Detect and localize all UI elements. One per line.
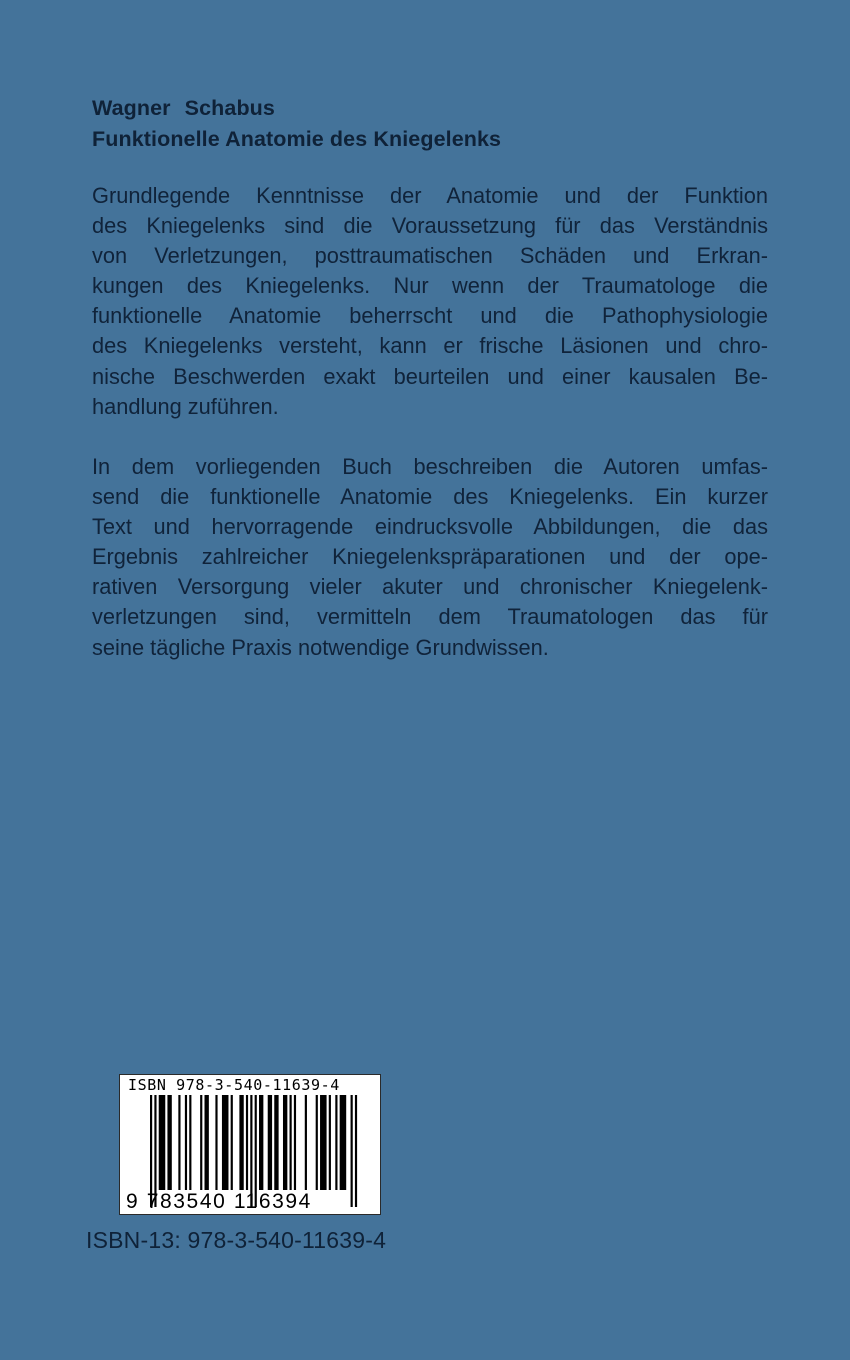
barcode-bar <box>329 1095 331 1190</box>
barcode-bar <box>159 1095 166 1190</box>
barcode-bar <box>178 1095 180 1190</box>
barcode-bar <box>320 1095 327 1190</box>
barcode-bar <box>290 1095 292 1190</box>
barcode-guard-bar <box>355 1095 357 1207</box>
description-paragraph-1 <box>92 181 768 422</box>
text-line: rativen Versorgung vieler akuter und chronischer Kniegelenk- <box>92 574 768 600</box>
barcode-bar <box>231 1095 233 1190</box>
barcode-bar <box>246 1095 248 1190</box>
barcode-bar <box>335 1095 337 1190</box>
author-wagner: Wagner <box>92 96 171 120</box>
barcode-digits: 9 783540 116394 <box>126 1190 312 1213</box>
barcode-bar <box>205 1095 209 1190</box>
text-line: In dem vorliegenden Buch beschreiben die Autoren umfas- <box>92 454 768 479</box>
barcode-bar <box>274 1095 278 1190</box>
barcode <box>119 1074 381 1215</box>
barcode-isbn-label: ISBN 978-3-540-11639-4 <box>128 1076 340 1094</box>
barcode-bar <box>239 1095 243 1190</box>
barcode-bar <box>189 1095 191 1190</box>
text-line: seine tägliche Praxis notwendige Grundwissen. <box>92 634 549 660</box>
barcode-bar <box>185 1095 187 1190</box>
barcode-bar <box>215 1095 217 1190</box>
text-line: verletzungen sind, vermitteln dem Traumatologen das für <box>92 604 768 630</box>
barcode-bar <box>259 1095 263 1190</box>
text-line: Text und hervorragende eindrucksvolle Abbildungen, die das <box>92 514 768 540</box>
barcode-bar <box>316 1095 318 1190</box>
barcode-bar <box>283 1095 287 1190</box>
book-title: Funktionelle Anatomie des Kniegelenks <box>92 127 502 151</box>
text-line: Ergebnis zahlreicher Kniegelenkspräparationen und der ope- <box>92 544 768 570</box>
text-line: des Kniegelenks versteht, kann er frische Läsionen und chro- <box>92 333 768 359</box>
text-line: des Kniegelenks sind die Voraussetzung für das Verständnis <box>92 213 768 239</box>
text-line: von Verletzungen, posttraumatischen Schäden und Erkran- <box>92 243 768 269</box>
book-header <box>92 93 792 155</box>
barcode-bar <box>167 1095 171 1190</box>
isbn-13: ISBN-13: 978-3-540-11639-4 <box>86 1227 387 1253</box>
author-schabus: Schabus <box>184 96 275 120</box>
barcode-bar <box>200 1095 202 1190</box>
text-line: handlung zuführen. <box>92 393 279 419</box>
barcode-bar <box>305 1095 307 1190</box>
barcode-bar <box>268 1095 272 1190</box>
text-line: kungen des Kniegelenks. Nur wenn der Traumatologe die <box>92 273 768 299</box>
barcode-guard-bar <box>351 1095 353 1207</box>
description-paragraph-2 <box>92 452 768 663</box>
text-line: Grundlegende Kenntnisse der Anatomie und der Funktion <box>92 183 768 208</box>
text-line: nische Beschwerden exakt beurteilen und einer kausalen Be- <box>92 363 768 389</box>
barcode-bar <box>294 1095 296 1190</box>
authors <box>92 93 792 124</box>
barcode-bar <box>340 1095 347 1190</box>
text-line: send die funktionelle Anatomie des Kniegelenks. Ein kurzer <box>92 484 768 510</box>
text-line: funktionelle Anatomie beherrscht und die Pathophysiologie <box>92 303 768 329</box>
barcode-bar <box>222 1095 229 1190</box>
